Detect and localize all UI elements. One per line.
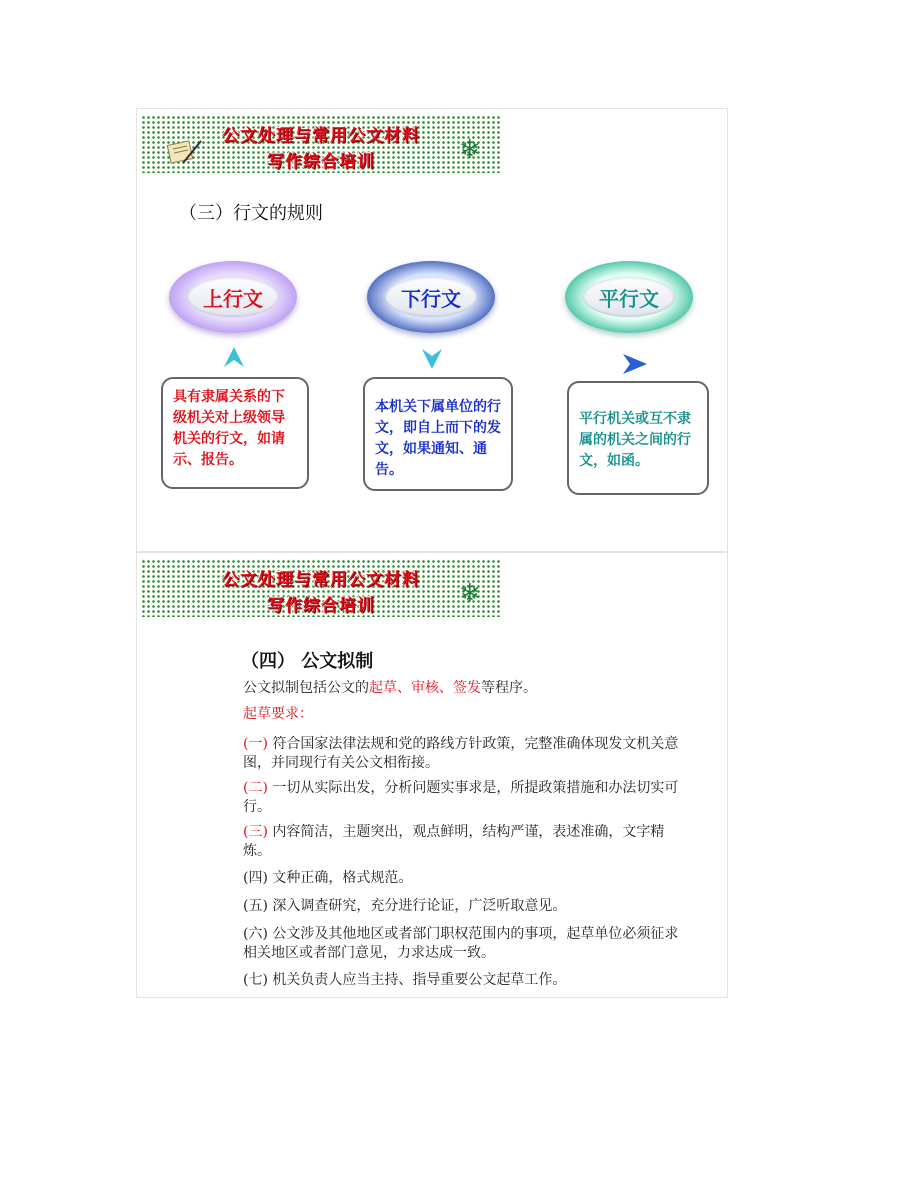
requirement-number: (二)	[243, 780, 268, 796]
parallel-document-label: 平行文	[583, 277, 675, 317]
downward-document-label: 下行文	[385, 277, 477, 317]
requirement-item	[243, 897, 683, 916]
downward-description-text: 本机关下属单位的行文，即自上而下的发文，如果通知、通告。	[375, 399, 501, 478]
requirement-item	[243, 925, 683, 963]
banner-title-line1: 公文处理与常用公文材料	[222, 126, 420, 146]
requirement-number: (七)	[243, 972, 268, 988]
upward-document-label: 上行文	[187, 277, 279, 317]
requirement-text: 深入调查研究，充分进行论证，广泛听取意见。	[272, 898, 567, 914]
requirement-number: (一)	[243, 736, 268, 752]
parallel-document-oval	[565, 261, 693, 333]
right-arrow-icon	[621, 353, 649, 375]
intro-prefix: 公文拟制包括公文的	[243, 680, 369, 696]
upward-description-text: 具有隶属关系的下级机关对上级领导机关的行文，如请示、报告。	[173, 389, 285, 468]
snowflake-icon: ❄	[459, 579, 481, 609]
requirement-text: 符合国家法律法规和党的路线方针政策，完整准确体现发文机关意图，并同现行有关公文相衔接。	[243, 736, 679, 771]
banner-title-line2: 写作综合培训	[267, 152, 375, 172]
parallel-document-description	[567, 381, 709, 495]
intro-paragraph	[243, 679, 683, 698]
requirement-text: 机关负责人应当主持、指导重要公文起草工作。	[272, 972, 567, 988]
requirement-text: 文种正确，格式规范。	[272, 870, 413, 886]
upward-document-description	[161, 377, 309, 489]
down-arrow-icon	[421, 345, 443, 371]
requirement-number: (五)	[243, 898, 268, 914]
upward-document-oval	[169, 261, 297, 333]
requirement-item	[243, 823, 683, 861]
intro-highlight: 起草、审核、签发	[369, 680, 481, 696]
downward-document-description	[363, 377, 513, 491]
requirement-item	[243, 869, 683, 888]
training-banner	[141, 115, 501, 173]
banner-title-line1: 公文处理与常用公文材料	[222, 570, 420, 590]
up-arrow-icon	[223, 345, 245, 371]
parallel-description-text: 平行机关或互不隶属的机关之间的行文，如函。	[579, 411, 691, 469]
requirement-text: 一切从实际出发，分析问题实事求是，所提政策措施和办法切实可行。	[243, 780, 679, 815]
section-heading: （三）行文的规则	[179, 203, 323, 224]
slide-document-drafting	[136, 552, 728, 998]
downward-document-oval	[367, 261, 495, 333]
requirement-text: 内容简洁，主题突出，观点鲜明，结构严谨，表述准确，文字精炼。	[243, 824, 665, 859]
banner-title-line2: 写作综合培训	[267, 596, 375, 616]
requirement-number: (六)	[243, 926, 268, 942]
requirement-item	[243, 779, 683, 817]
requirement-item	[243, 735, 683, 773]
snowflake-icon: ❄	[459, 135, 481, 165]
requirements-title: 起草要求：	[243, 706, 313, 722]
training-banner	[141, 559, 501, 617]
document-pen-icon	[165, 137, 205, 167]
requirement-number: (三)	[243, 824, 268, 840]
requirement-number: (四)	[243, 870, 268, 886]
slide-writing-rules	[136, 108, 728, 552]
requirement-item	[243, 971, 683, 990]
section-heading: （四） 公文拟制	[241, 651, 374, 672]
intro-suffix: 等程序。	[481, 680, 537, 696]
requirement-text: 公文涉及其他地区或者部门职权范围内的事项，起草单位必须征求相关地区或者部门意见，力求达成一致。	[243, 926, 679, 961]
